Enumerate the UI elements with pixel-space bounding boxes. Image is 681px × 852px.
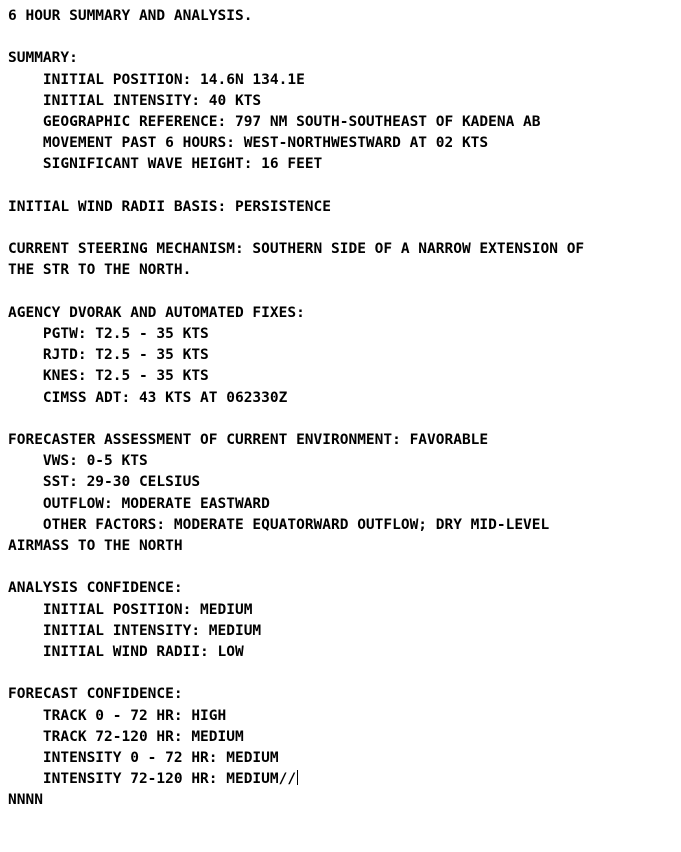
text-line: PGTW: T2.5 - 35 KTS <box>8 325 209 342</box>
text-line: SIGNIFICANT WAVE HEIGHT: 16 FEET <box>8 156 323 173</box>
blank-line <box>8 663 673 684</box>
text-line: TRACK 72-120 HR: MEDIUM <box>8 728 244 745</box>
text-line: INITIAL WIND RADII: LOW <box>8 644 244 660</box>
text-line: INITIAL POSITION: MEDIUM <box>8 601 253 618</box>
text-line: NNNN <box>8 792 43 809</box>
text-line: GEOGRAPHIC REFERENCE: 797 NM SOUTH-SOUTHEAST OF KADENA AB <box>8 114 541 130</box>
blank-line <box>8 557 673 578</box>
text-caret <box>297 770 298 785</box>
text-line: MOVEMENT PAST 6 HOURS: WEST-NORTHWESTWARD AT 02 KTS <box>8 135 489 152</box>
text-line: OTHER FACTORS: MODERATE EQUATORWARD OUTFLOW; DRY MID-LEVEL <box>8 516 550 533</box>
blank-line <box>8 409 673 430</box>
text-line: 6 HOUR SUMMARY AND ANALYSIS. <box>8 8 253 24</box>
text-line: ANALYSIS CONFIDENCE: <box>8 580 183 597</box>
text-line: AGENCY DVORAK AND AUTOMATED FIXES: <box>8 304 305 321</box>
text-line: OUTFLOW: MODERATE EASTWARD <box>8 495 270 512</box>
text-line: INTENSITY 0 - 72 HR: MEDIUM <box>8 750 279 766</box>
text-line: VWS: 0-5 KTS <box>8 453 148 470</box>
text-line: FORECAST CONFIDENCE: <box>8 686 183 703</box>
text-line: INITIAL POSITION: 14.6N 134.1E <box>8 71 305 88</box>
text-line: AIRMASS TO THE NORTH <box>8 538 183 554</box>
text-line: FORECASTER ASSESSMENT OF CURRENT ENVIRONMENT: FAVORABLE <box>8 431 489 448</box>
text-line: INTENSITY 72-120 HR: MEDIUM// <box>8 771 297 788</box>
text-line: CIMSS ADT: 43 KTS AT 062330Z <box>8 389 288 406</box>
blank-line <box>8 282 673 303</box>
blank-line <box>8 176 673 197</box>
text-line: SST: 29-30 CELSIUS <box>8 474 201 491</box>
text-line: RJTD: T2.5 - 35 KTS <box>8 347 209 364</box>
text-line: CURRENT STEERING MECHANISM: SOUTHERN SIDE OF A NARROW EXTENSION OF <box>8 241 585 258</box>
text-line: INITIAL INTENSITY: 40 KTS <box>8 92 262 109</box>
text-line: SUMMARY: <box>8 50 78 67</box>
text-line: INITIAL WIND RADII BASIS: PERSISTENCE <box>8 198 332 215</box>
text-line: INITIAL INTENSITY: MEDIUM <box>8 622 262 639</box>
text-line: THE STR TO THE NORTH. <box>8 262 192 279</box>
text-line: TRACK 0 - 72 HR: HIGH <box>8 707 227 724</box>
blank-line <box>8 218 673 239</box>
blank-line <box>8 27 673 48</box>
text-line: KNES: T2.5 - 35 KTS <box>8 368 209 385</box>
